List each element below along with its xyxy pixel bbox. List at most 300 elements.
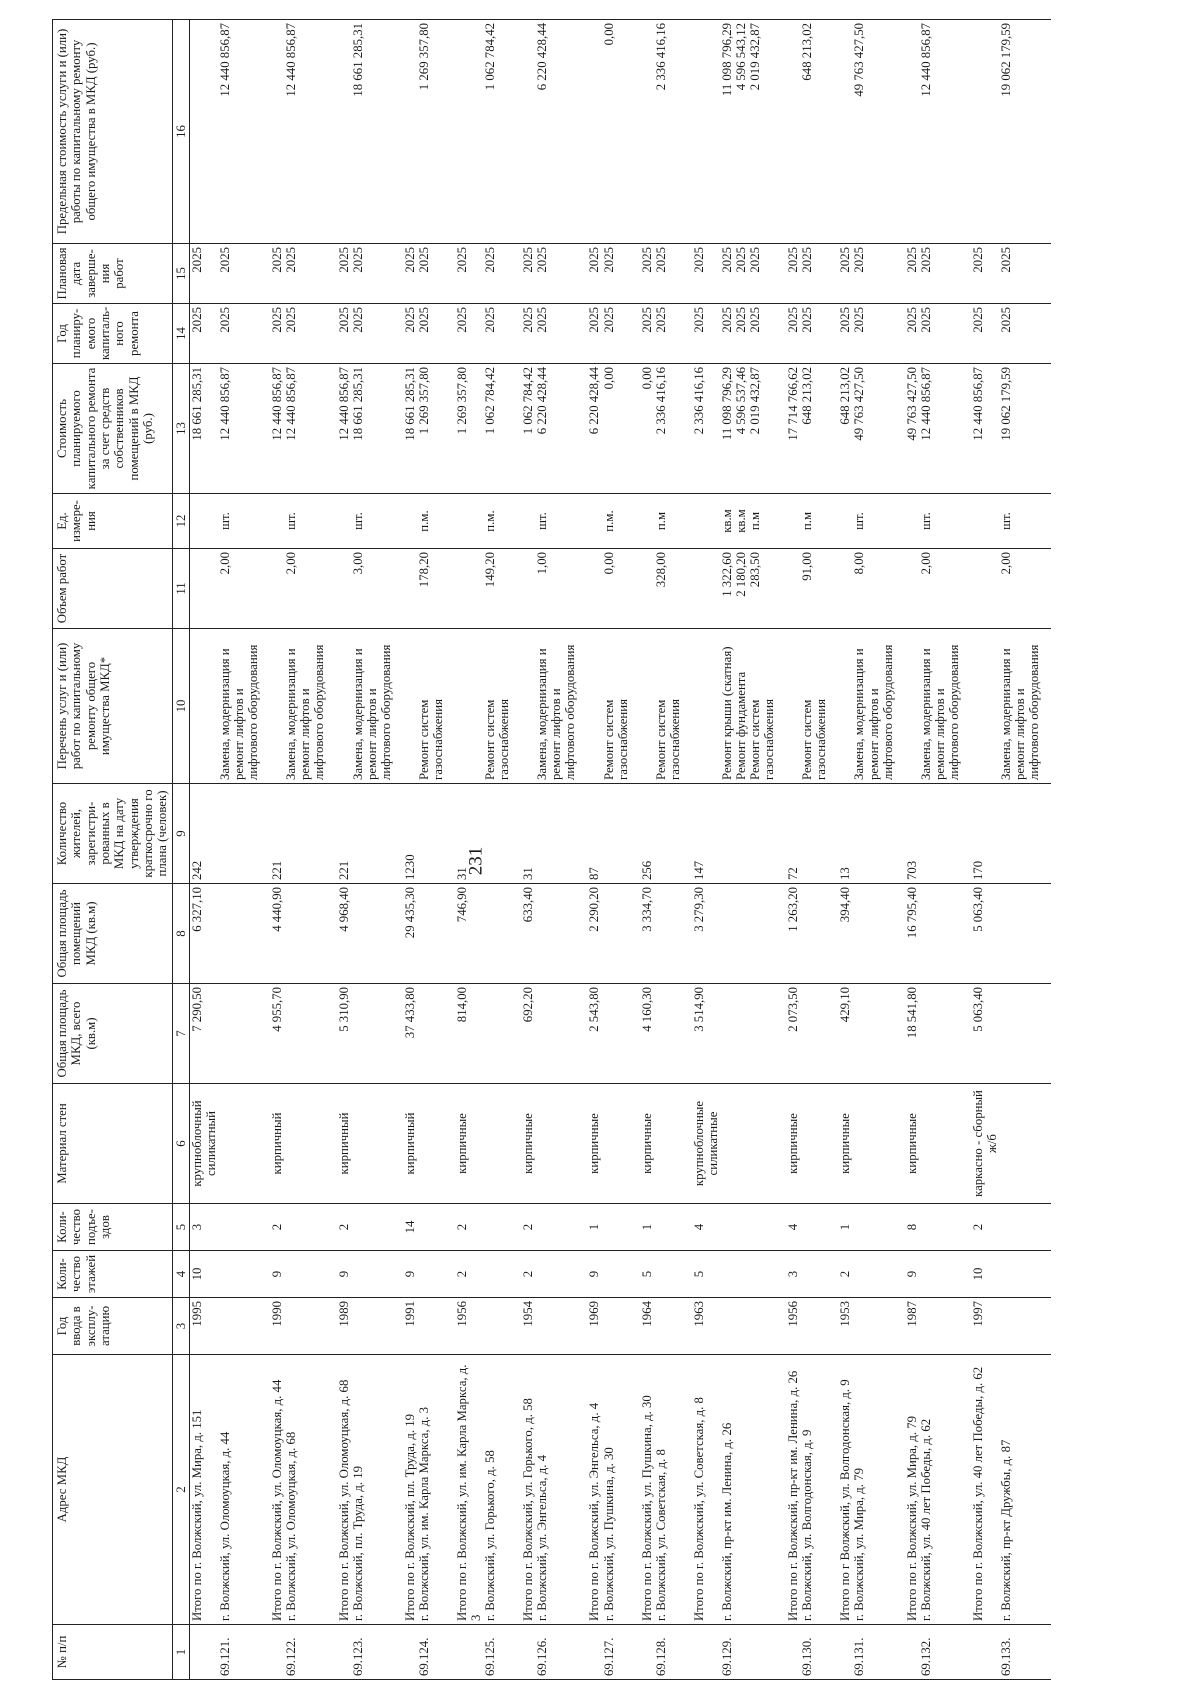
total-num — [905, 1625, 919, 1680]
empty-cell — [852, 784, 894, 884]
spacer-cell — [260, 629, 270, 784]
spacer-cell — [828, 1298, 838, 1355]
year-built: 1963 — [692, 1298, 720, 1355]
empty-cell — [654, 1251, 682, 1298]
cost-list-item: 6 220 428,44 — [535, 367, 550, 435]
empty-cell — [483, 784, 511, 884]
empty-cell — [351, 884, 393, 984]
object-address: г. Волжский, ул. Пушкина, д. 30 — [602, 1355, 630, 1625]
spacer-cell — [577, 1625, 587, 1680]
spacer-cell — [828, 1204, 838, 1251]
premises-area: 16 795,40 — [905, 884, 919, 984]
plan-date-list-item: 2025 — [653, 247, 668, 273]
spacer-cell — [577, 494, 587, 549]
unit-list — [602, 494, 630, 549]
spacer-cell — [445, 20, 455, 244]
works-list-item: Замена, модернизация и ремонт лифтов и лифтового оборудования — [852, 644, 895, 780]
object-address: г. Волжский, пл. Труда, д. 19 — [351, 1355, 393, 1625]
object-address: г. Волжский, ул. Горького, д. 58 — [483, 1355, 511, 1625]
unit-list-item: шт. — [852, 512, 867, 530]
empty-cell — [535, 1084, 577, 1204]
total-address: Итого по г. Волжский, ул. Горького, д. 58 — [521, 1355, 535, 1625]
spacer-cell — [260, 1355, 270, 1625]
total-works — [521, 629, 535, 784]
total-limit — [640, 20, 654, 244]
cost-list — [284, 364, 326, 494]
total-num — [838, 1625, 852, 1680]
header-cell: Перечень услуг и (или) работ по капитальному ремонту общего имущества МКД* — [53, 629, 173, 784]
cost-list — [351, 364, 393, 494]
total-cost: 17 714 766,62 — [786, 364, 800, 494]
premises-area: 3 279,30 — [692, 884, 720, 984]
unit-list — [654, 494, 682, 549]
total-plan-date: 2025 — [838, 244, 852, 304]
empty-cell — [284, 1204, 326, 1251]
column-number-row — [172, 20, 189, 1680]
limit-list-item: 49 763 427,50 — [852, 23, 867, 97]
total-limit — [786, 20, 800, 244]
total-row — [189, 20, 218, 1680]
empty-cell — [800, 784, 828, 884]
spacer-cell — [327, 884, 337, 984]
spacer-cell — [577, 884, 587, 984]
spacer-cell — [260, 884, 270, 984]
object-num: 69.128. — [654, 1625, 682, 1680]
total-plan-year: 2025 — [521, 304, 535, 364]
total-limit — [971, 20, 999, 244]
limit-list — [999, 20, 1041, 244]
cost-list — [602, 364, 630, 494]
limit-list-item: 2 336 416,16 — [653, 23, 668, 91]
floors: 2 — [521, 1251, 535, 1298]
plan-date-list — [351, 244, 393, 304]
column-number: 4 — [172, 1251, 189, 1298]
limit-list — [602, 20, 630, 244]
works-list-item: Замена, модернизация и ремонт лифтов и лифтового оборудования — [350, 644, 393, 780]
total-num — [270, 1625, 284, 1680]
residents: 1230 — [403, 784, 417, 884]
empty-cell — [999, 784, 1041, 884]
spacer-cell — [327, 304, 337, 364]
spacer-cell — [511, 20, 521, 244]
total-address: Итого по г. Волжский, ул. Оломоуцкая, д. 44 — [270, 1355, 284, 1625]
works-list-item: Ремонт систем газоснабжения — [800, 699, 829, 780]
empty-cell — [483, 1251, 511, 1298]
object-row — [852, 20, 894, 1680]
floors: 10 — [189, 1251, 218, 1298]
volume-list-item: 283,50 — [748, 552, 763, 588]
object-row — [720, 20, 776, 1680]
plan-year-list-item: 2025 — [601, 307, 616, 333]
spacer-cell — [1041, 1084, 1051, 1204]
works-list — [720, 629, 776, 784]
spacer-cell — [511, 304, 521, 364]
empty-cell — [483, 984, 511, 1084]
premises-area: 5 063,40 — [971, 884, 999, 984]
unit-list — [720, 494, 776, 549]
entrances: 2 — [455, 1204, 483, 1251]
spacer-cell — [630, 1355, 640, 1625]
limit-list — [483, 20, 511, 244]
spacer-cell — [828, 784, 838, 884]
spacer-cell — [961, 784, 971, 884]
cost-list-item: 0,00 — [601, 367, 616, 390]
entrances: 4 — [692, 1204, 720, 1251]
empty-cell — [218, 1298, 260, 1355]
column-number: 3 — [172, 1298, 189, 1355]
plan-year-list-item: 2025 — [284, 307, 299, 333]
spacer-cell — [961, 1204, 971, 1251]
spacer-cell — [260, 364, 270, 494]
cost-list-item: 648 213,02 — [800, 367, 815, 425]
spacer-cell — [577, 304, 587, 364]
spacer-cell — [828, 244, 838, 304]
volume-list — [483, 549, 511, 629]
spacer-cell — [260, 494, 270, 549]
spacer-cell — [511, 1625, 521, 1680]
spacer-cell — [327, 1204, 337, 1251]
floors: 9 — [270, 1251, 284, 1298]
total-plan-year: 2025 — [640, 304, 654, 364]
spacer-cell — [630, 244, 640, 304]
object-num: 69.125. — [483, 1625, 511, 1680]
plan-year-list — [351, 304, 393, 364]
entrances: 4 — [786, 1204, 800, 1251]
empty-cell — [602, 1084, 630, 1204]
empty-cell — [654, 1204, 682, 1251]
plan-year-list-item: 2025 — [748, 307, 763, 333]
limit-list — [852, 20, 894, 244]
total-plan-year: 2025 — [905, 304, 919, 364]
volume-list — [284, 549, 326, 629]
spacer-cell — [577, 549, 587, 629]
spacer-cell — [1041, 1625, 1051, 1680]
spacer-cell — [577, 20, 587, 244]
total-area: 4 160,30 — [640, 984, 654, 1084]
spacer-cell — [327, 1251, 337, 1298]
plan-date-list — [800, 244, 828, 304]
unit-list-item: шт. — [284, 512, 299, 530]
plan-year-list-item: 2025 — [218, 307, 233, 333]
residents: 242 — [189, 784, 218, 884]
total-area: 814,00 — [455, 984, 483, 1084]
spacer-cell — [445, 1625, 455, 1680]
spacer-row — [327, 20, 337, 1680]
object-address: г. Волжский, пр-кт Дружбы, д. 87 — [999, 1355, 1041, 1625]
spacer-cell — [327, 784, 337, 884]
spacer-cell — [895, 549, 905, 629]
empty-cell — [417, 884, 445, 984]
object-num: 69.124. — [417, 1625, 445, 1680]
total-address: Итого по г. Волжский, ул. Мира, д. 151 — [189, 1355, 218, 1625]
cost-list-item: 11 098 796,29 — [719, 367, 734, 441]
spacer-cell — [682, 1625, 692, 1680]
spacer-cell — [895, 784, 905, 884]
spacer-cell — [828, 884, 838, 984]
empty-cell — [535, 1204, 577, 1251]
unit-list-item: шт. — [918, 512, 933, 530]
unit-list-item: п.м. — [416, 510, 431, 532]
spacer-cell — [445, 784, 455, 884]
spacer-cell — [682, 1355, 692, 1625]
spacer-cell — [511, 364, 521, 494]
total-num — [587, 1625, 601, 1680]
total-limit — [838, 20, 852, 244]
total-plan-date: 2025 — [587, 244, 601, 304]
plan-year-list — [999, 304, 1041, 364]
spacer-cell — [828, 20, 838, 244]
total-limit — [189, 20, 218, 244]
object-num: 69.127. — [602, 1625, 630, 1680]
total-limit — [403, 20, 417, 244]
spacer-cell — [445, 884, 455, 984]
total-unit — [337, 494, 351, 549]
object-address: г. Волжский, ул. Оломоуцкая, д. 44 — [218, 1355, 260, 1625]
object-address: г. Волжский, ул. Оломоуцкая, д. 68 — [284, 1355, 326, 1625]
total-cost: 49 763 427,50 — [905, 364, 919, 494]
empty-cell — [535, 1251, 577, 1298]
entrances: 2 — [337, 1204, 351, 1251]
limit-list-item: 0,00 — [601, 23, 616, 46]
limit-list-item: 4 596 543,12 — [734, 23, 749, 91]
spacer-cell — [511, 1084, 521, 1204]
spacer-cell — [511, 1204, 521, 1251]
spacer-cell — [260, 784, 270, 884]
spacer-cell — [776, 364, 786, 494]
total-plan-year: 2025 — [455, 304, 483, 364]
plan-date-list-item: 2025 — [918, 247, 933, 273]
spacer-cell — [393, 304, 403, 364]
total-limit — [455, 20, 483, 244]
works-list-item: Ремонт систем газоснабжения — [483, 699, 512, 780]
spacer-cell — [961, 364, 971, 494]
works-list — [483, 629, 511, 784]
plan-date-list — [483, 244, 511, 304]
empty-cell — [800, 884, 828, 984]
entrances: 1 — [838, 1204, 852, 1251]
cost-list — [483, 364, 511, 494]
total-works — [270, 629, 284, 784]
total-volume — [971, 549, 999, 629]
empty-cell — [351, 984, 393, 1084]
spacer-cell — [961, 1298, 971, 1355]
spacer-row — [445, 20, 455, 1680]
volume-list-item: 2,00 — [999, 552, 1014, 575]
empty-cell — [602, 984, 630, 1084]
spacer-cell — [682, 549, 692, 629]
spacer-cell — [445, 1251, 455, 1298]
spacer-cell — [895, 1204, 905, 1251]
cost-list-item: 4 596 537,46 — [734, 367, 749, 435]
total-volume — [838, 549, 852, 629]
year-built: 1956 — [455, 1298, 483, 1355]
empty-cell — [417, 1251, 445, 1298]
premises-area: 3 334,70 — [640, 884, 654, 984]
spacer-cell — [776, 1298, 786, 1355]
total-cost: 1 062 784,42 — [521, 364, 535, 494]
total-area: 3 514,90 — [692, 984, 720, 1084]
total-area: 692,20 — [521, 984, 535, 1084]
empty-cell — [720, 1298, 776, 1355]
total-works — [692, 629, 720, 784]
total-works — [640, 629, 654, 784]
unit-list — [417, 494, 445, 549]
cost-list-item: 12 440 856,87 — [918, 367, 933, 441]
plan-year-list — [284, 304, 326, 364]
volume-list — [720, 549, 776, 629]
empty-cell — [800, 1251, 828, 1298]
empty-cell — [800, 1204, 828, 1251]
total-unit — [455, 494, 483, 549]
plan-year-list — [602, 304, 630, 364]
plan-date-list-item: 2025 — [999, 247, 1014, 273]
spacer-cell — [895, 1251, 905, 1298]
unit-list — [351, 494, 393, 549]
object-num: 69.131. — [852, 1625, 894, 1680]
object-num: 69.130. — [800, 1625, 828, 1680]
residents: 31 — [521, 784, 535, 884]
total-address: Итого по г Волжский, ул. Волгодонская, д. 9 — [838, 1355, 852, 1625]
empty-cell — [720, 1251, 776, 1298]
spacer-cell — [895, 244, 905, 304]
spacer-cell — [682, 629, 692, 784]
empty-cell — [351, 1298, 393, 1355]
cost-list-item: 49 763 427,50 — [852, 367, 867, 441]
spacer-cell — [630, 549, 640, 629]
limit-list — [284, 20, 326, 244]
total-unit — [270, 494, 284, 549]
plan-year-list — [483, 304, 511, 364]
spacer-cell — [1041, 1298, 1051, 1355]
spacer-cell — [511, 1298, 521, 1355]
empty-cell — [720, 784, 776, 884]
premises-area: 2 290,20 — [587, 884, 601, 984]
plan-date-list — [919, 244, 961, 304]
total-address: Итого по г. Волжский, ул. Советская, д. 8 — [692, 1355, 720, 1625]
total-num — [971, 1625, 999, 1680]
year-built: 1997 — [971, 1298, 999, 1355]
total-works — [337, 629, 351, 784]
total-unit — [403, 494, 417, 549]
spacer-cell — [895, 494, 905, 549]
total-volume — [189, 549, 218, 629]
column-number: 5 — [172, 1204, 189, 1251]
empty-cell — [417, 984, 445, 1084]
empty-cell — [417, 1204, 445, 1251]
premises-area: 394,40 — [838, 884, 852, 984]
plan-year-list-item: 2025 — [719, 307, 734, 333]
spacer-cell — [961, 1251, 971, 1298]
works-list — [535, 629, 577, 784]
total-cost: 648 213,02 — [838, 364, 852, 494]
total-unit — [905, 494, 919, 549]
entrances: 2 — [971, 1204, 999, 1251]
empty-cell — [417, 784, 445, 884]
empty-cell — [351, 784, 393, 884]
object-num: 69.132. — [919, 1625, 961, 1680]
spacer-cell — [577, 1084, 587, 1204]
total-plan-date: 2025 — [692, 244, 720, 304]
limit-list — [417, 20, 445, 244]
works-list — [800, 629, 828, 784]
spacer-cell — [577, 1204, 587, 1251]
spacer-cell — [511, 244, 521, 304]
spacer-cell — [393, 244, 403, 304]
total-num — [640, 1625, 654, 1680]
cost-list — [417, 364, 445, 494]
floors: 2 — [455, 1251, 483, 1298]
empty-cell — [602, 884, 630, 984]
spacer-cell — [393, 494, 403, 549]
spacer-cell — [260, 20, 270, 244]
residents: 13 — [838, 784, 852, 884]
works-list-item: Ремонт систем газоснабжения — [601, 699, 630, 780]
plan-year-list — [852, 304, 894, 364]
empty-cell — [483, 884, 511, 984]
cost-list-item: 18 661 285,31 — [350, 367, 365, 441]
column-number: 13 — [172, 364, 189, 494]
header-row — [53, 20, 173, 1680]
object-row — [999, 20, 1041, 1680]
year-built: 1987 — [905, 1298, 919, 1355]
spacer-cell — [445, 244, 455, 304]
header-cell: Год планиру-емого капиталь-ного ремонта — [53, 304, 173, 364]
works-list-item: Ремонт систем газоснабжения — [653, 699, 682, 780]
spacer-cell — [961, 1084, 971, 1204]
unit-list-item: п.м — [800, 511, 815, 531]
unit-list-item: п.м. — [601, 510, 616, 532]
wall-material: крупноблочные силикатные — [692, 1084, 720, 1204]
floors: 5 — [640, 1251, 654, 1298]
spacer-cell — [1041, 20, 1051, 244]
spacer-cell — [393, 984, 403, 1084]
spacer-cell — [776, 884, 786, 984]
spacer-cell — [828, 1251, 838, 1298]
spacer-cell — [393, 1625, 403, 1680]
header-cell: Коли-чество подъе-здов — [53, 1204, 173, 1251]
spacer-cell — [1041, 494, 1051, 549]
plan-year-list-item: 2025 — [350, 307, 365, 333]
cost-list — [218, 364, 260, 494]
spacer-cell — [895, 984, 905, 1084]
empty-cell — [535, 784, 577, 884]
premises-area: 1 263,20 — [786, 884, 800, 984]
spacer-cell — [511, 784, 521, 884]
plan-date-list — [999, 244, 1041, 304]
unit-list — [483, 494, 511, 549]
empty-cell — [800, 984, 828, 1084]
empty-cell — [483, 1204, 511, 1251]
total-plan-date: 2025 — [971, 244, 999, 304]
plan-year-list-item: 2025 — [918, 307, 933, 333]
spacer-cell — [961, 304, 971, 364]
column-number: 11 — [172, 549, 189, 629]
plan-date-list — [720, 244, 776, 304]
spacer-cell — [1041, 1251, 1051, 1298]
spacer-cell — [393, 20, 403, 244]
total-cost: 18 661 285,31 — [189, 364, 218, 494]
spacer-cell — [260, 1084, 270, 1204]
limit-list — [535, 20, 577, 244]
plan-date-list-item: 2025 — [483, 247, 498, 273]
wall-material: кирпичные — [838, 1084, 852, 1204]
spacer-row — [1041, 20, 1051, 1680]
plan-year-list — [218, 304, 260, 364]
volume-list-item: 1 322,60 — [719, 552, 734, 597]
unit-list-item: кв.м — [734, 509, 749, 533]
spacer-cell — [445, 494, 455, 549]
column-number: 12 — [172, 494, 189, 549]
